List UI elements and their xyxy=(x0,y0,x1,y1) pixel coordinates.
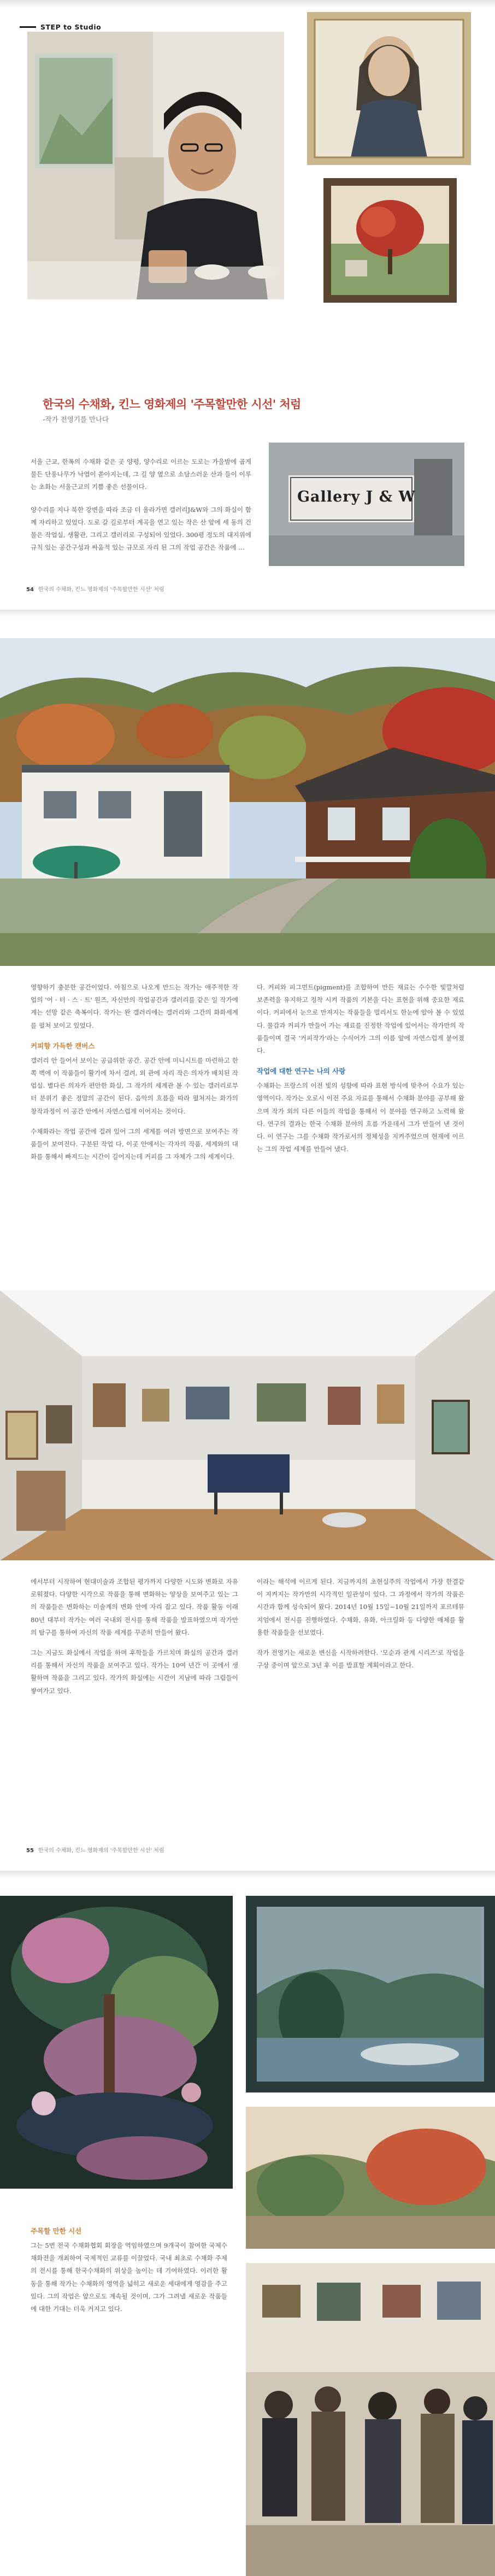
page3-left-column xyxy=(31,1576,238,1697)
p2-left-paragraph-1: 영향하기 충분한 공간이었다. 아침으로 나오게 만드는 작가는 애주적한 작업의 '어 · 터 · 스 · 트' 원즈, 자신만의 작업공간과 갤러리를 같은 일 작가에게는 선망 같은 축복이다. 작가는 완 갤러리에는 갤러리와 그간의 화화세계를 펼쳐 보이고 있었다. xyxy=(31,983,238,1029)
header-bar xyxy=(20,26,36,28)
artwork-red-tree xyxy=(323,178,457,303)
subheading-research-love: 작업에 대한 연구는 나의 사랑 xyxy=(257,1067,346,1076)
article-subtitle: -작가 전영기를 만나다 xyxy=(43,415,109,423)
artist-portrait-photo xyxy=(27,32,284,299)
footer-page3 xyxy=(26,1846,164,1854)
exhibition-crowd-photo xyxy=(246,2263,495,2576)
gallery-sign-text: Gallery J & W xyxy=(297,488,416,505)
p2-right-paragraph-2: 수채화는 프랑스의 이전 빛의 성향에 따라 표현 방식에 맞추어 수요가 있는 영역이다. 작가는 오로시 이전 주요 자료를 통해서 수채화 분야를 공부해 왔으며 작가 외의 다른 이들의 작업을 통해서 이 분야를 연구하고 노력해 왔다. 연구의 결과는 한국 수채화 분야의 흐름 가운데서 그가 만들어 낸 것이다. 이 연구는 그를 수채화 작가로서의 정체성을 지켜주었으며 현재에 이르는 그의 작업 세계를 만들어 냈다. xyxy=(257,1082,464,1153)
intro-paragraph-2: 양수리를 지나 북한 강변을 따라 조금 더 올라가면 갤러리J&W와 그의 화실이 함께 자리하고 있었다. 도로 갈 길로부터 계곡을 연고 있는 작은 산 앞에 세 동의 건물은 작업실, 생활관, 그리고 갤러리로 구성되어 있었다. 300평 정도의 대지위에 규칙 있는 공간구성과 싸움적 있는 규모로 자리 된 그의 작업 공간은 작품에 … xyxy=(31,505,251,552)
footer-page-number: 54 xyxy=(26,587,34,593)
artwork-landscape-1 xyxy=(246,1896,495,2092)
artwork-fantasy-forest xyxy=(0,1896,233,2189)
footer-article-title: 한국의 수채화, 킨느 영화제의 '주목할만한 시선' 처럼 xyxy=(38,587,164,593)
page2-right-column xyxy=(257,981,464,1156)
p3-right-paragraph-2: 작가 전영기는 새로운 변신을 시작하려한다. '모순과 관계 시리즈'로 작업을 구상 중이며 앞으로 3년 후 이를 발표할 계획이라고 한다. xyxy=(257,1649,464,1670)
footer-page1 xyxy=(26,585,164,593)
p3-left-paragraph-2: 그는 지금도 화실에서 작업을 하며 후학들을 가르치며 화실의 공간과 갤러리를 통해서 자신의 작품을 보여주고 있다. 작가는 10여 년간 이 곳에서 생활하며 작품을 그리고 있다. 작가의 화실에는 시간이 지남에 따라 그림들이 쌓여가고 있다. xyxy=(31,1649,238,1695)
page-top-shadow xyxy=(0,0,495,8)
page2-left-column xyxy=(31,981,238,1163)
p3-left-paragraph-1: 에서부터 시작하여 현대미술과 조합된 평가까지 다양한 시도와 변화로 자유로워졌다. 다양한 시각으로 작품을 통해 변화하는 양상을 보여주고 있는 그의 작품들은 변화하는 미술계의 변화 안에 자리 잡고 있다. 작품 활동 이래 80년 대부터 작가는 여러 국내외 전시를 통해 작품을 발표하였으며 작가만의 탐구를 통하여 자신의 작품 세계를 꾸준히 만들어 왔다. xyxy=(31,1578,238,1636)
artwork-portrait-woman xyxy=(307,12,471,165)
subheading-coffee-canvas: 커피향 가득한 캔버스 xyxy=(31,1041,95,1050)
p2-left-paragraph-3: 수채화라는 작업 공간에 걸려 있어 그의 세계를 여러 방면으로 보여주는 작품들이 보여진다. 구분된 작업 다, 이곳 안에서는 각자의 작품, 세계와의 대화를 통해서 빠져드는 시간이 길어지는데 커피를 그 자체가 그의 세계이다. xyxy=(31,1127,238,1161)
footer-page-number: 55 xyxy=(26,1848,34,1854)
intro-text xyxy=(31,456,251,554)
article-title: 한국의 수채화, 킨느 영화제의 '주목할만한 시선' 처럼 xyxy=(43,398,301,411)
footer-article-title: 한국의 수채화, 킨느 영화제의 '주목할만한 시선' 처럼 xyxy=(38,1848,164,1854)
page-divider-shadow xyxy=(0,1871,495,1878)
artwork-landscape-2 xyxy=(246,2107,495,2249)
gallery-interior-photo xyxy=(0,1290,495,1560)
p4-paragraph: 그는 5번 전국 수채화협회 회장을 역임하였으며 9개국이 참여한 국제수채화전을 개최하여 국제적인 교류를 이끌었다. 국내 최초로 수채화 주제의 전시를 통해 한국수채화의 위상을 높이는 데 기여하였다. 이러한 활동을 통해 작가는 수채화의 영역을 넓히고 새로운 세대에게 영감을 주고 있다. 그의 작업은 앞으로도 계속될 것이며, 그가 그려낼 새로운 작품들에 대한 기대는 더욱 커지고 있다. xyxy=(31,2242,227,2313)
subheading-notable-view: 주목할 만한 시선 xyxy=(31,2227,82,2235)
studio-exterior-photo xyxy=(0,638,495,966)
page3-right-column xyxy=(257,1576,464,1672)
page4-text-block xyxy=(31,2225,227,2315)
header-label: STEP to Studio xyxy=(40,23,102,31)
p3-right-paragraph-1: 이라는 해석에 이르게 된다. 지금까지의 초현실주의 작업에서 가장 한결같이 지켜지는 작가만의 시각적인 일관성이 있다. 그 과정에서 작가의 작품은 시간과 함께 성숙되어 왔다. 2014년 10월 15일~10월 21일까지 포르테뮤지엄에서 전시를 진행하였다. 수채화, 유화, 아크릴화 등 다양한 매체를 활용한 작품들을 선보였다. xyxy=(257,1578,464,1636)
page-divider-shadow xyxy=(0,610,495,617)
p2-right-paragraph-1: 다. 커피와 피그먼트(pigment)를 조합하여 만든 재료는 수수한 빛깔처럼 보존력을 유지하고 정착 시켜 작품의 기본을 다는 표현을 위해 중요한 재료이다. 커피에서 눈으로 만져지는 작품들을 멀리서도 한눈에 알아 볼 수 있었다. 물감과 커피가 만들어 가는 재료를 진정한 작업에 있어서는 작가만의 작품들이며 결국 '커피작가'라는 수식어가 그의 이름 앞에 자연스럽게 붙어졌다. xyxy=(257,983,464,1055)
gallery-sign-photo xyxy=(269,443,464,566)
p2-left-paragraph-2: 갤러리 안 들어서 보이는 공급위한 공간. 공간 안에 미니시트를 마련하고 한쪽 벽에 이 작품들이 활기에 차서 걸려, 외 관에 자리 작은 의자가 배치된 작업실. 별다른 의자가 편안한 화실, 그 작가의 세계관 볼 수 있는 갤러리로부터 분위기 좋은 정말의 공간이 된다. 음악의 흐름을 따라 펼쳐지는 화가의 창작과정이 이 공간 안에서 자연스럽게 이어지는 것이다. xyxy=(31,1056,238,1115)
intro-paragraph-1: 서울 근교, 한폭의 수채화 같은 곳 양평, 양수리로 이르는 도로는 가을밤에 곱게 물든 단풍나무가 낙엽이 쏟아지는데, 그 길 양 옆으로 소담스러운 산과 들이 이루는 초화는 서울근교의 기쁨 좋은 선물이다. xyxy=(31,458,251,491)
